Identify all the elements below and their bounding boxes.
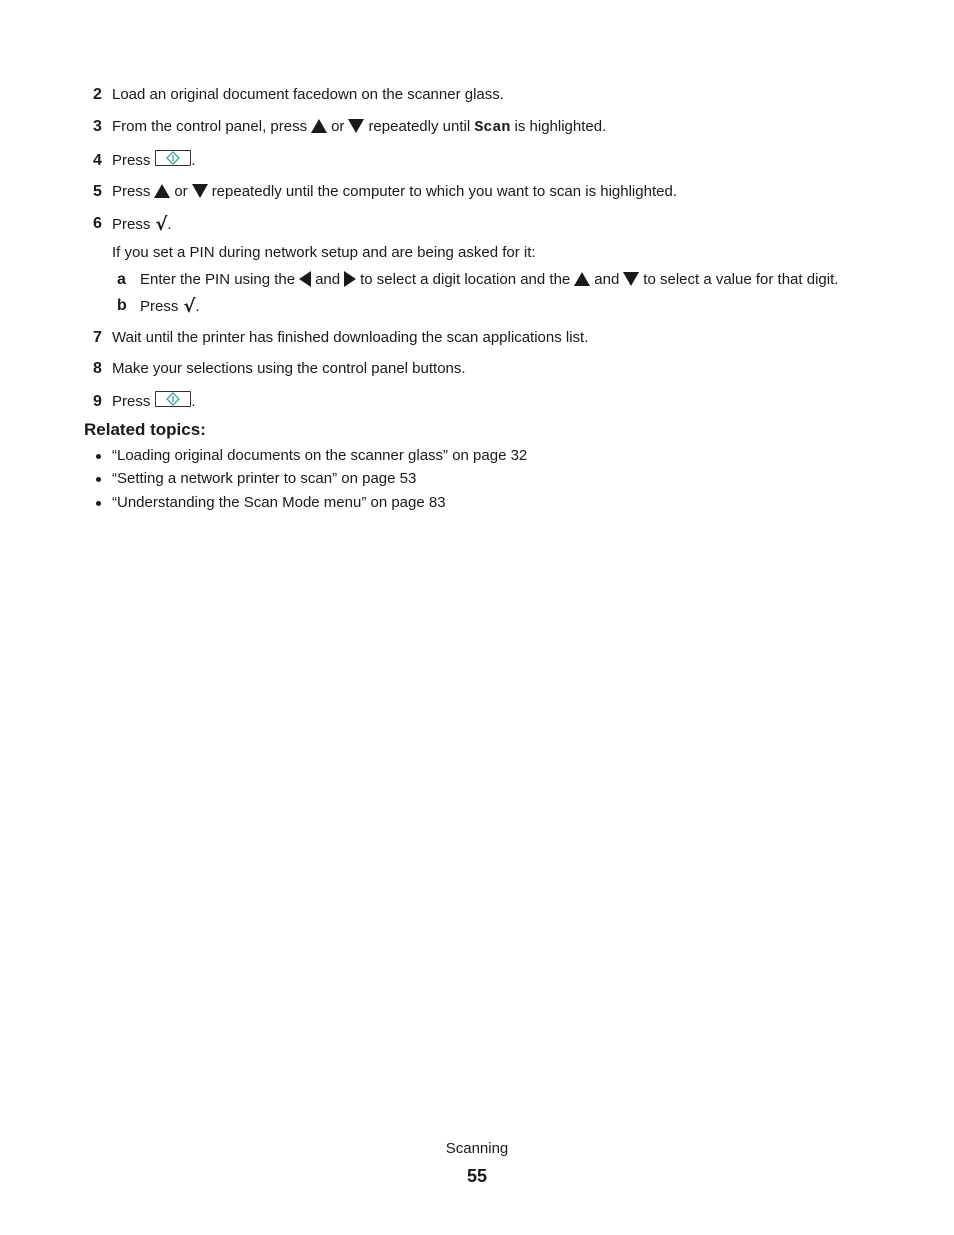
step-text: Load an original document facedown on the scanner glass. [112, 86, 504, 103]
step-text-part: to select a digit location and the [360, 271, 571, 288]
bullet-icon [96, 501, 101, 506]
pin-note-text: If you set a PIN during network setup and are being asked for it: [112, 244, 536, 261]
arrow-up-icon [574, 272, 590, 286]
step-text-part: . [191, 393, 196, 410]
step-text-part: repeatedly until the computer to which you want to scan is highlighted. [211, 183, 677, 200]
step-text-part: or [331, 118, 345, 135]
arrow-down-icon [623, 272, 639, 286]
arrow-up-icon [311, 119, 327, 133]
check-icon: √ [183, 296, 196, 317]
arrow-down-icon [192, 184, 208, 198]
bullet-icon [96, 454, 101, 459]
step-text-part: Enter the PIN using the [140, 271, 296, 288]
step-text: Wait until the printer has finished downloading the scan applications list. [112, 329, 589, 346]
step-text [112, 213, 172, 236]
step-number: 3 [93, 118, 102, 135]
start-button-icon [155, 150, 191, 166]
step-text-part: Press [112, 183, 151, 200]
related-topic-text[interactable]: “Setting a network printer to scan” on page 53 [112, 470, 417, 487]
step-text-part: . [195, 298, 200, 315]
step-text-part: and [594, 271, 620, 288]
step-text-part: . [167, 216, 172, 233]
substep-text [140, 269, 838, 291]
related-topic-text[interactable]: “Loading original documents on the scanner glass” on page 32 [112, 447, 528, 464]
step-number: 6 [93, 215, 102, 232]
check-icon: √ [155, 214, 168, 235]
step-text-part: Press [140, 298, 179, 315]
step-text [112, 391, 196, 413]
step-text-part: or [174, 183, 188, 200]
step-text-part: and [315, 271, 341, 288]
bullet-icon [96, 477, 101, 482]
step-text [112, 116, 606, 139]
step-text-part: Press [112, 393, 151, 410]
step-number: 8 [93, 360, 102, 377]
step-text-part: Press [112, 152, 151, 169]
related-topic-text[interactable]: “Understanding the Scan Mode menu” on page 83 [112, 494, 446, 511]
step-text: Make your selections using the control panel buttons. [112, 360, 466, 377]
page-number: 55 [466, 1166, 488, 1186]
step-number: 7 [93, 329, 102, 346]
substep-text [140, 295, 200, 318]
step-text-part: to select a value for that digit. [643, 271, 839, 288]
step-text-part: Press [112, 216, 151, 233]
arrow-right-icon [344, 271, 356, 287]
menu-item-code: Scan [474, 119, 511, 136]
step-text-part: . [191, 152, 196, 169]
related-topics-heading: Related topics: [84, 420, 206, 439]
step-text [112, 181, 677, 203]
substep-letter: b [117, 297, 127, 314]
step-number: 4 [93, 152, 102, 169]
arrow-left-icon [299, 271, 311, 287]
step-text-part: From the control panel, press [112, 118, 308, 135]
substep-letter: a [117, 271, 126, 288]
step-number: 9 [93, 393, 102, 410]
step-number: 5 [93, 183, 102, 200]
step-text-part: is highlighted. [514, 118, 607, 135]
step-number: 2 [93, 86, 102, 103]
step-text [112, 150, 196, 172]
arrow-up-icon [154, 184, 170, 198]
footer-section-label: Scanning [445, 1140, 509, 1157]
step-text-part: repeatedly until [368, 118, 471, 135]
start-button-icon [155, 391, 191, 407]
arrow-down-icon [348, 119, 364, 133]
